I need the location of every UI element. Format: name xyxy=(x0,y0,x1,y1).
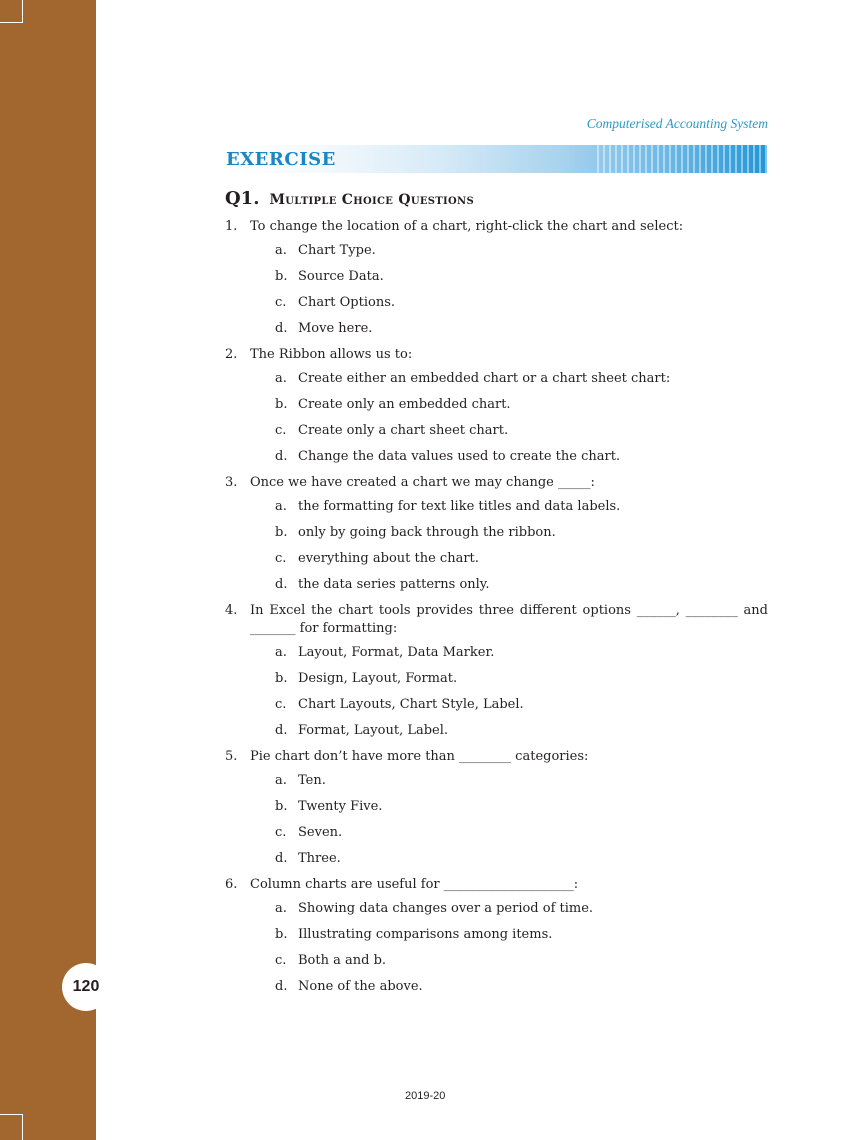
question-text: Pie chart don’t have more than ________ categories: xyxy=(250,749,589,764)
option-letter: a. xyxy=(275,371,287,386)
option-letter: c. xyxy=(275,551,287,566)
option-item xyxy=(250,772,768,790)
option-letter: c. xyxy=(275,697,287,712)
option-letter: c. xyxy=(275,953,287,968)
option-list xyxy=(250,242,768,338)
section-title: Multiple Choice Questions xyxy=(269,192,474,208)
option-item xyxy=(250,926,768,944)
option-list xyxy=(250,370,768,466)
question-text: Once we have created a chart we may change _____: xyxy=(250,475,595,490)
question-number: 6. xyxy=(225,877,238,892)
option-item xyxy=(250,576,768,594)
option-item xyxy=(250,320,768,338)
option-letter: a. xyxy=(275,773,287,788)
banner-stripes xyxy=(597,145,767,173)
option-item xyxy=(250,370,768,388)
question-number: 1. xyxy=(225,219,238,234)
question-list xyxy=(225,218,768,1004)
option-letter: b. xyxy=(275,671,288,686)
option-item xyxy=(250,696,768,714)
option-item xyxy=(250,396,768,414)
option-item xyxy=(250,550,768,568)
option-letter: a. xyxy=(275,243,287,258)
question-item xyxy=(225,876,768,996)
option-text: Chart Options. xyxy=(298,295,396,310)
option-item xyxy=(250,422,768,440)
section-heading xyxy=(225,188,474,209)
option-text: Chart Layouts, Chart Style, Label. xyxy=(298,697,524,712)
option-text: Source Data. xyxy=(298,269,384,284)
question-number: 5. xyxy=(225,749,238,764)
question-text: To change the location of a chart, right-click the chart and select: xyxy=(250,219,684,234)
option-text: None of the above. xyxy=(298,979,423,994)
option-item xyxy=(250,978,768,996)
option-item xyxy=(250,670,768,688)
option-letter: b. xyxy=(275,397,288,412)
question-item xyxy=(225,748,768,868)
option-text: Chart Type. xyxy=(298,243,376,258)
option-text: Both a and b. xyxy=(298,953,387,968)
option-item xyxy=(250,448,768,466)
question-text: Column charts are useful for ____________________: xyxy=(250,877,579,892)
question-text: The Ribbon allows us to: xyxy=(250,347,413,362)
option-letter: c. xyxy=(275,423,287,438)
option-letter: a. xyxy=(275,901,287,916)
question-item xyxy=(225,602,768,740)
option-letter: b. xyxy=(275,269,288,284)
option-text: Three. xyxy=(298,851,341,866)
option-text: the data series patterns only. xyxy=(298,577,490,592)
option-text: Showing data changes over a period of time. xyxy=(298,901,594,916)
option-letter: c. xyxy=(275,825,287,840)
option-text: Change the data values used to create the chart. xyxy=(298,449,621,464)
option-item xyxy=(250,824,768,842)
question-number: 3. xyxy=(225,475,238,490)
option-text: Twenty Five. xyxy=(298,799,383,814)
page-number-badge: 120 xyxy=(62,963,110,1011)
option-text: Format, Layout, Label. xyxy=(298,723,449,738)
option-text: Layout, Format, Data Marker. xyxy=(298,645,495,660)
option-list xyxy=(250,900,768,996)
footer-year: 2019-20 xyxy=(405,1090,446,1102)
crop-mark-bottom xyxy=(0,1114,23,1140)
option-letter: c. xyxy=(275,295,287,310)
option-item xyxy=(250,722,768,740)
question-number: 2. xyxy=(225,347,238,362)
option-list xyxy=(250,644,768,740)
question-item xyxy=(225,346,768,466)
option-item xyxy=(250,242,768,260)
question-item xyxy=(225,474,768,594)
option-letter: d. xyxy=(275,851,288,866)
option-list xyxy=(250,772,768,868)
question-text: In Excel the chart tools provides three different options ______, ________ and _______ for formatting: xyxy=(250,603,768,636)
option-text: Ten. xyxy=(298,773,326,788)
option-letter: d. xyxy=(275,321,288,336)
option-letter: b. xyxy=(275,525,288,540)
option-text: Create only a chart sheet chart. xyxy=(298,423,509,438)
option-letter: d. xyxy=(275,979,288,994)
exercise-title: EXERCISE xyxy=(226,149,336,170)
option-text: Move here. xyxy=(298,321,373,336)
option-item xyxy=(250,798,768,816)
question-item xyxy=(225,218,768,338)
exercise-banner xyxy=(224,145,767,173)
option-text: Create either an embedded chart or a chart sheet chart: xyxy=(298,371,671,386)
option-letter: b. xyxy=(275,927,288,942)
option-item xyxy=(250,294,768,312)
option-text: Design, Layout, Format. xyxy=(298,671,458,686)
option-text: the formatting for text like titles and data labels. xyxy=(298,499,621,514)
option-item xyxy=(250,900,768,918)
option-item xyxy=(250,524,768,542)
option-letter: a. xyxy=(275,645,287,660)
option-item xyxy=(250,498,768,516)
option-text: only by going back through the ribbon. xyxy=(298,525,556,540)
option-letter: d. xyxy=(275,723,288,738)
option-letter: a. xyxy=(275,499,287,514)
option-letter: d. xyxy=(275,449,288,464)
option-item xyxy=(250,850,768,868)
section-number: Q1. xyxy=(225,188,260,209)
option-letter: d. xyxy=(275,577,288,592)
option-item xyxy=(250,952,768,970)
question-number: 4. xyxy=(225,603,238,618)
option-item xyxy=(250,644,768,662)
option-letter: b. xyxy=(275,799,288,814)
option-list xyxy=(250,498,768,594)
option-text: Create only an embedded chart. xyxy=(298,397,511,412)
option-text: Illustrating comparisons among items. xyxy=(298,927,553,942)
option-text: Seven. xyxy=(298,825,343,840)
running-head: Computerised Accounting System xyxy=(586,116,768,131)
option-item xyxy=(250,268,768,286)
crop-mark-top xyxy=(0,0,23,23)
option-text: everything about the chart. xyxy=(298,551,479,566)
